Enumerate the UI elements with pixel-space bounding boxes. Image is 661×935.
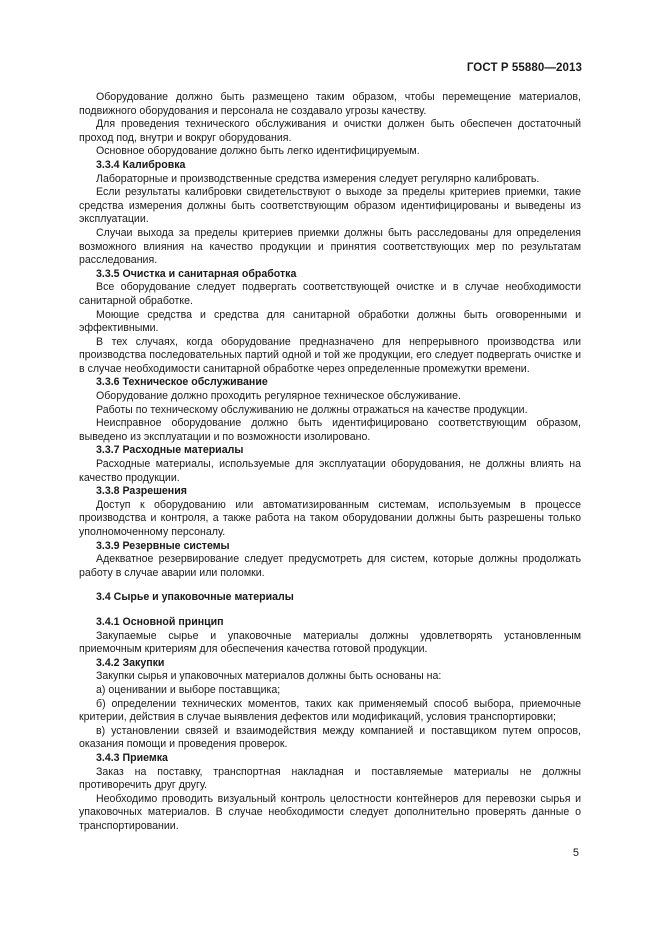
- section-heading-3-3-7: 3.3.7 Расходные материалы: [96, 444, 244, 457]
- paragraph: Необходимо проводить визуальный контроль целостности контейнеров для перевозки сырья и упаковочных материалов. В случае необходимости следует дополнительно проверять данные о транспортировании.: [79, 792, 581, 832]
- paragraph: Все оборудование следует подвергать соответствующей очистке и в случае необходимости санитарной обработке.: [79, 281, 581, 307]
- paragraph: Если результаты калибровки свидетельствуют о выходе за пределы критериев приемки, такие средства измерения должны быть соответствующим образом идентифицированы и выведены из эксплуатации.: [79, 186, 581, 226]
- page-number: 5: [572, 847, 579, 859]
- paragraph: Доступ к оборудованию или автоматизированным системам, используемым в процессе производства и контроля, а также работа на таком оборудовании должны быть разрешены только уполномоченному персоналу.: [79, 498, 581, 538]
- section-heading-3-4-3: 3.4.3 Приемка: [96, 751, 168, 764]
- paragraph: Закупки сырья и упаковочных материалов должны быть основаны на:: [96, 670, 442, 683]
- paragraph: Случаи выхода за пределы критериев приемки должны быть расследованы для определения возможного влияния на качество продукции и принятия соответствующих мер по результатам расследования.: [79, 226, 581, 267]
- paragraph: Адекватное резервирование следует предусмотреть для систем, которые должны продолжать работу в случае аварии или поломки.: [79, 553, 581, 579]
- section-heading-3-4-2: 3.4.2 Закупки: [96, 656, 165, 669]
- list-item: б) определении технических моментов, таких как применяемый способ выбора, приемочные критерии, действия в случае выявления дефектов или модификаций, условия транспортировки;: [79, 697, 581, 724]
- paragraph: Основное оборудование должно быть легко идентифицируемым.: [96, 145, 420, 158]
- paragraph: Оборудование должно быть размещено таким образом, чтобы перемещение материалов, подвижного оборудования и персонала не создавало угрозы качеству.: [79, 91, 581, 117]
- paragraph: Неисправное оборудование должно быть идентифицировано соответствующим образом, выведено из эксплуатации и по возможности изолировано.: [79, 417, 581, 443]
- paragraph: Расходные материалы, используемые для эксплуатации оборудования, не должны влиять на качество продукции.: [79, 458, 581, 484]
- list-item: а) оценивании и выборе поставщика;: [96, 683, 281, 696]
- paragraph: В тех случаях, когда оборудование предназначено для непрерывного производства или производства последовательных партий одной и той же продукции, его следует подвергать очистке и в случае необходимости санитарной обработке через определенные промежутки времени.: [79, 335, 581, 375]
- section-heading-3-3-9: 3.3.9 Резервные системы: [96, 539, 230, 552]
- section-heading-3-3-5: 3.3.5 Очистка и санитарная обработка: [96, 267, 297, 280]
- document-code: ГОСТ Р 55880—2013: [466, 62, 582, 74]
- paragraph: Закупаемые сырье и упаковочные материалы должны удовлетворять установленным приемочным критериям для обеспечения качества готовой продукции.: [79, 629, 581, 656]
- section-heading-3-3-8: 3.3.8 Разрешения: [96, 485, 187, 498]
- paragraph: Заказ на поставку, транспортная накладная и поставляемые материалы не должны противоречить друг другу.: [79, 765, 581, 792]
- section-heading-3-3-6: 3.3.6 Техническое обслуживание: [96, 376, 268, 389]
- section-heading-3-4: 3.4 Сырье и упаковочные материалы: [96, 591, 294, 604]
- paragraph: Моющие средства и средства для санитарной обработки должны быть оговоренными и эффективными.: [79, 308, 581, 335]
- document-body: [79, 91, 581, 833]
- paragraph: Для проведения технического обслуживания и очистки должен быть обеспечен достаточный проход под, внутри и вокруг оборудования.: [79, 118, 581, 144]
- paragraph: Лабораторные и производственные средства измерения следует регулярно калибровать.: [96, 172, 540, 185]
- paragraph: Работы по техническому обслуживанию не должны отражаться на качестве продукции.: [96, 403, 528, 416]
- list-item: в) установлении связей и взаимодействия между компанией и поставщиком путем опросов, оказания помощи и проведения проверок.: [79, 724, 581, 751]
- paragraph: Оборудование должно проходить регулярное техническое обслуживание.: [96, 390, 461, 403]
- section-heading-3-3-4: 3.3.4 Калибровка: [96, 158, 186, 171]
- section-heading-3-4-1: 3.4.1 Основной принцип: [96, 615, 224, 628]
